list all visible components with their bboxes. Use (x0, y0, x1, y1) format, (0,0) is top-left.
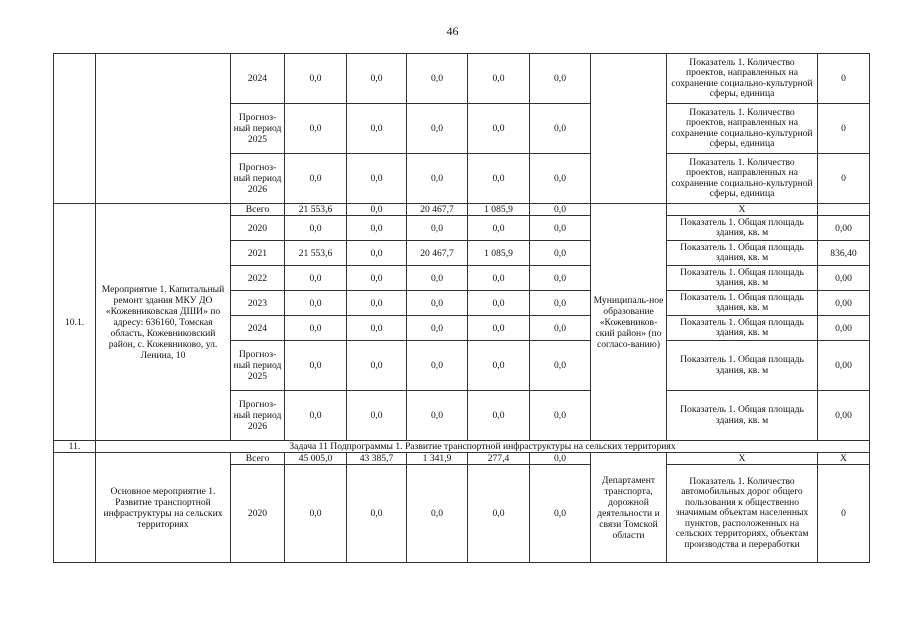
cell-year: 2022 (231, 266, 285, 291)
cell-total: 45 005,0 (285, 453, 347, 465)
cell-regional: 0,0 (407, 216, 468, 241)
cell-target: 0,00 (818, 391, 870, 441)
cell-executor: Департамент транспорта, дорожной деятельности и связи Томской области (591, 453, 667, 563)
cell-local: 0,0 (468, 341, 530, 391)
cell-total: 0,0 (285, 266, 347, 291)
cell-total: 0,0 (285, 391, 347, 441)
cell-year: Всего (231, 204, 285, 216)
cell-executor: Муниципаль-ное образование «Кожевников-ский район» (по согласо-ванию) (591, 204, 667, 441)
cell-year: Прогноз-ный период 2025 (231, 341, 285, 391)
cell-year: 2021 (231, 241, 285, 266)
cell-total: 0,0 (285, 316, 347, 341)
cell-other: 0,0 (530, 291, 591, 316)
page-number: 46 (446, 24, 459, 38)
cell-regional: 0,0 (407, 54, 468, 104)
cell-regional: 0,0 (407, 391, 468, 441)
cell-federal: 0,0 (347, 465, 407, 563)
cell-total: 21 553,6 (285, 241, 347, 266)
cell-other: 0,0 (530, 465, 591, 563)
cell-local: 277,4 (468, 453, 530, 465)
cell-num (54, 54, 96, 204)
cell-total: 21 553,6 (285, 204, 347, 216)
cell-indicator: Показатель 1. Общая площадь здания, кв. м (667, 266, 818, 291)
cell-total: 0,0 (285, 154, 347, 204)
cell-regional: 20 467,7 (407, 204, 468, 216)
cell-target: 0,00 (818, 291, 870, 316)
cell-other: 0,0 (530, 266, 591, 291)
cell-target: 0,00 (818, 266, 870, 291)
cell-indicator: Показатель 1. Общая площадь здания, кв. м (667, 316, 818, 341)
cell-target: 0 (818, 54, 870, 104)
cell-num: 10.1. (54, 204, 96, 441)
cell-target: 0,00 (818, 341, 870, 391)
cell-total: 0,0 (285, 104, 347, 154)
cell-federal: 0,0 (347, 216, 407, 241)
cell-other: 0,0 (530, 154, 591, 204)
cell-target: 836,40 (818, 241, 870, 266)
cell-regional: 0,0 (407, 465, 468, 563)
cell-other: 0,0 (530, 54, 591, 104)
cell-year: Прогноз-ный период 2026 (231, 154, 285, 204)
cell-federal: 43 385,7 (347, 453, 407, 465)
cell-federal: 0,0 (347, 54, 407, 104)
cell-federal: 0,0 (347, 204, 407, 216)
section-title: Задача 11 Подпрограммы 1. Развитие транспортной инфраструктуры на сельских территориях (96, 441, 870, 453)
cell-regional: 20 467,7 (407, 241, 468, 266)
cell-local: 0,0 (468, 391, 530, 441)
cell-target (818, 204, 870, 216)
cell-target: Х (818, 453, 870, 465)
cell-other: 0,0 (530, 341, 591, 391)
cell-year: Всего (231, 453, 285, 465)
table-row (54, 54, 870, 104)
cell-federal: 0,0 (347, 104, 407, 154)
cell-indicator: Показатель 1. Количество автомобильных дорог общего пользования к общественно значимым объектам населенных пунктов, расположенных на сельских территориях, объектам производства и переработки (667, 465, 818, 563)
section-row (54, 441, 870, 453)
cell-regional: 1 341,9 (407, 453, 468, 465)
cell-other: 0,0 (530, 216, 591, 241)
cell-target: 0 (818, 104, 870, 154)
cell-other: 0,0 (530, 453, 591, 465)
cell-year: 2024 (231, 316, 285, 341)
cell-indicator: Показатель 1. Общая площадь здания, кв. м (667, 291, 818, 316)
cell-indicator: Х (667, 453, 818, 465)
cell-other: 0,0 (530, 316, 591, 341)
cell-year: 2023 (231, 291, 285, 316)
cell-year: 2024 (231, 54, 285, 104)
cell-indicator: Показатель 1. Общая площадь здания, кв. м (667, 241, 818, 266)
cell-federal: 0,0 (347, 341, 407, 391)
cell-regional: 0,0 (407, 266, 468, 291)
cell-total: 0,0 (285, 216, 347, 241)
cell-local: 0,0 (468, 154, 530, 204)
cell-total: 0,0 (285, 465, 347, 563)
cell-year: 2020 (231, 216, 285, 241)
table-row (54, 204, 870, 216)
cell-name (96, 54, 231, 204)
cell-target: 0 (818, 465, 870, 563)
cell-local: 0,0 (468, 54, 530, 104)
cell-local: 0,0 (468, 266, 530, 291)
cell-local: 0,0 (468, 465, 530, 563)
cell-indicator: Показатель 1. Общая площадь здания, кв. м (667, 216, 818, 241)
cell-num: 11. (54, 441, 96, 453)
cell-federal: 0,0 (347, 241, 407, 266)
program-table (53, 53, 870, 563)
cell-executor (591, 54, 667, 204)
cell-total: 0,0 (285, 341, 347, 391)
cell-indicator: Показатель 1. Общая площадь здания, кв. м (667, 391, 818, 441)
cell-local: 0,0 (468, 104, 530, 154)
cell-regional: 0,0 (407, 154, 468, 204)
cell-other: 0,0 (530, 204, 591, 216)
cell-name: Основное мероприятие 1. Развитие транспортной инфраструктуры на сельских территориях (96, 453, 231, 563)
cell-regional: 0,0 (407, 341, 468, 391)
cell-indicator: Х (667, 204, 818, 216)
cell-federal: 0,0 (347, 266, 407, 291)
cell-other: 0,0 (530, 391, 591, 441)
cell-year: Прогноз-ный период 2025 (231, 104, 285, 154)
cell-total: 0,0 (285, 291, 347, 316)
cell-local: 0,0 (468, 216, 530, 241)
cell-num (54, 453, 96, 563)
cell-local: 0,0 (468, 316, 530, 341)
cell-local: 1 085,9 (468, 241, 530, 266)
cell-other: 0,0 (530, 104, 591, 154)
cell-regional: 0,0 (407, 104, 468, 154)
table-row (54, 453, 870, 465)
cell-indicator: Показатель 1. Общая площадь здания, кв. м (667, 341, 818, 391)
cell-federal: 0,0 (347, 316, 407, 341)
cell-federal: 0,0 (347, 291, 407, 316)
cell-indicator: Показатель 1. Количество проектов, направленных на сохранение социально-культурной сферы, единица (667, 54, 818, 104)
cell-regional: 0,0 (407, 316, 468, 341)
cell-indicator: Показатель 1. Количество проектов, направленных на сохранение социально-культурной сферы, единица (667, 104, 818, 154)
cell-federal: 0,0 (347, 391, 407, 441)
cell-total: 0,0 (285, 54, 347, 104)
cell-other: 0,0 (530, 241, 591, 266)
cell-year: Прогноз-ный период 2026 (231, 391, 285, 441)
cell-regional: 0,0 (407, 291, 468, 316)
cell-year: 2020 (231, 465, 285, 563)
cell-target: 0 (818, 154, 870, 204)
cell-federal: 0,0 (347, 154, 407, 204)
cell-indicator: Показатель 1. Количество проектов, направленных на сохранение социально-культурной сферы, единица (667, 154, 818, 204)
cell-target: 0,00 (818, 316, 870, 341)
cell-local: 1 085,9 (468, 204, 530, 216)
cell-name: Мероприятие 1. Капитальный ремонт здания МКУ ДО «Кожевниковская ДШИ» по адресу: 636160, Томская область, Кожевниковский район, с. Кожевниково, ул. Ленина, 10 (96, 204, 231, 441)
cell-local: 0,0 (468, 291, 530, 316)
cell-target: 0,00 (818, 216, 870, 241)
